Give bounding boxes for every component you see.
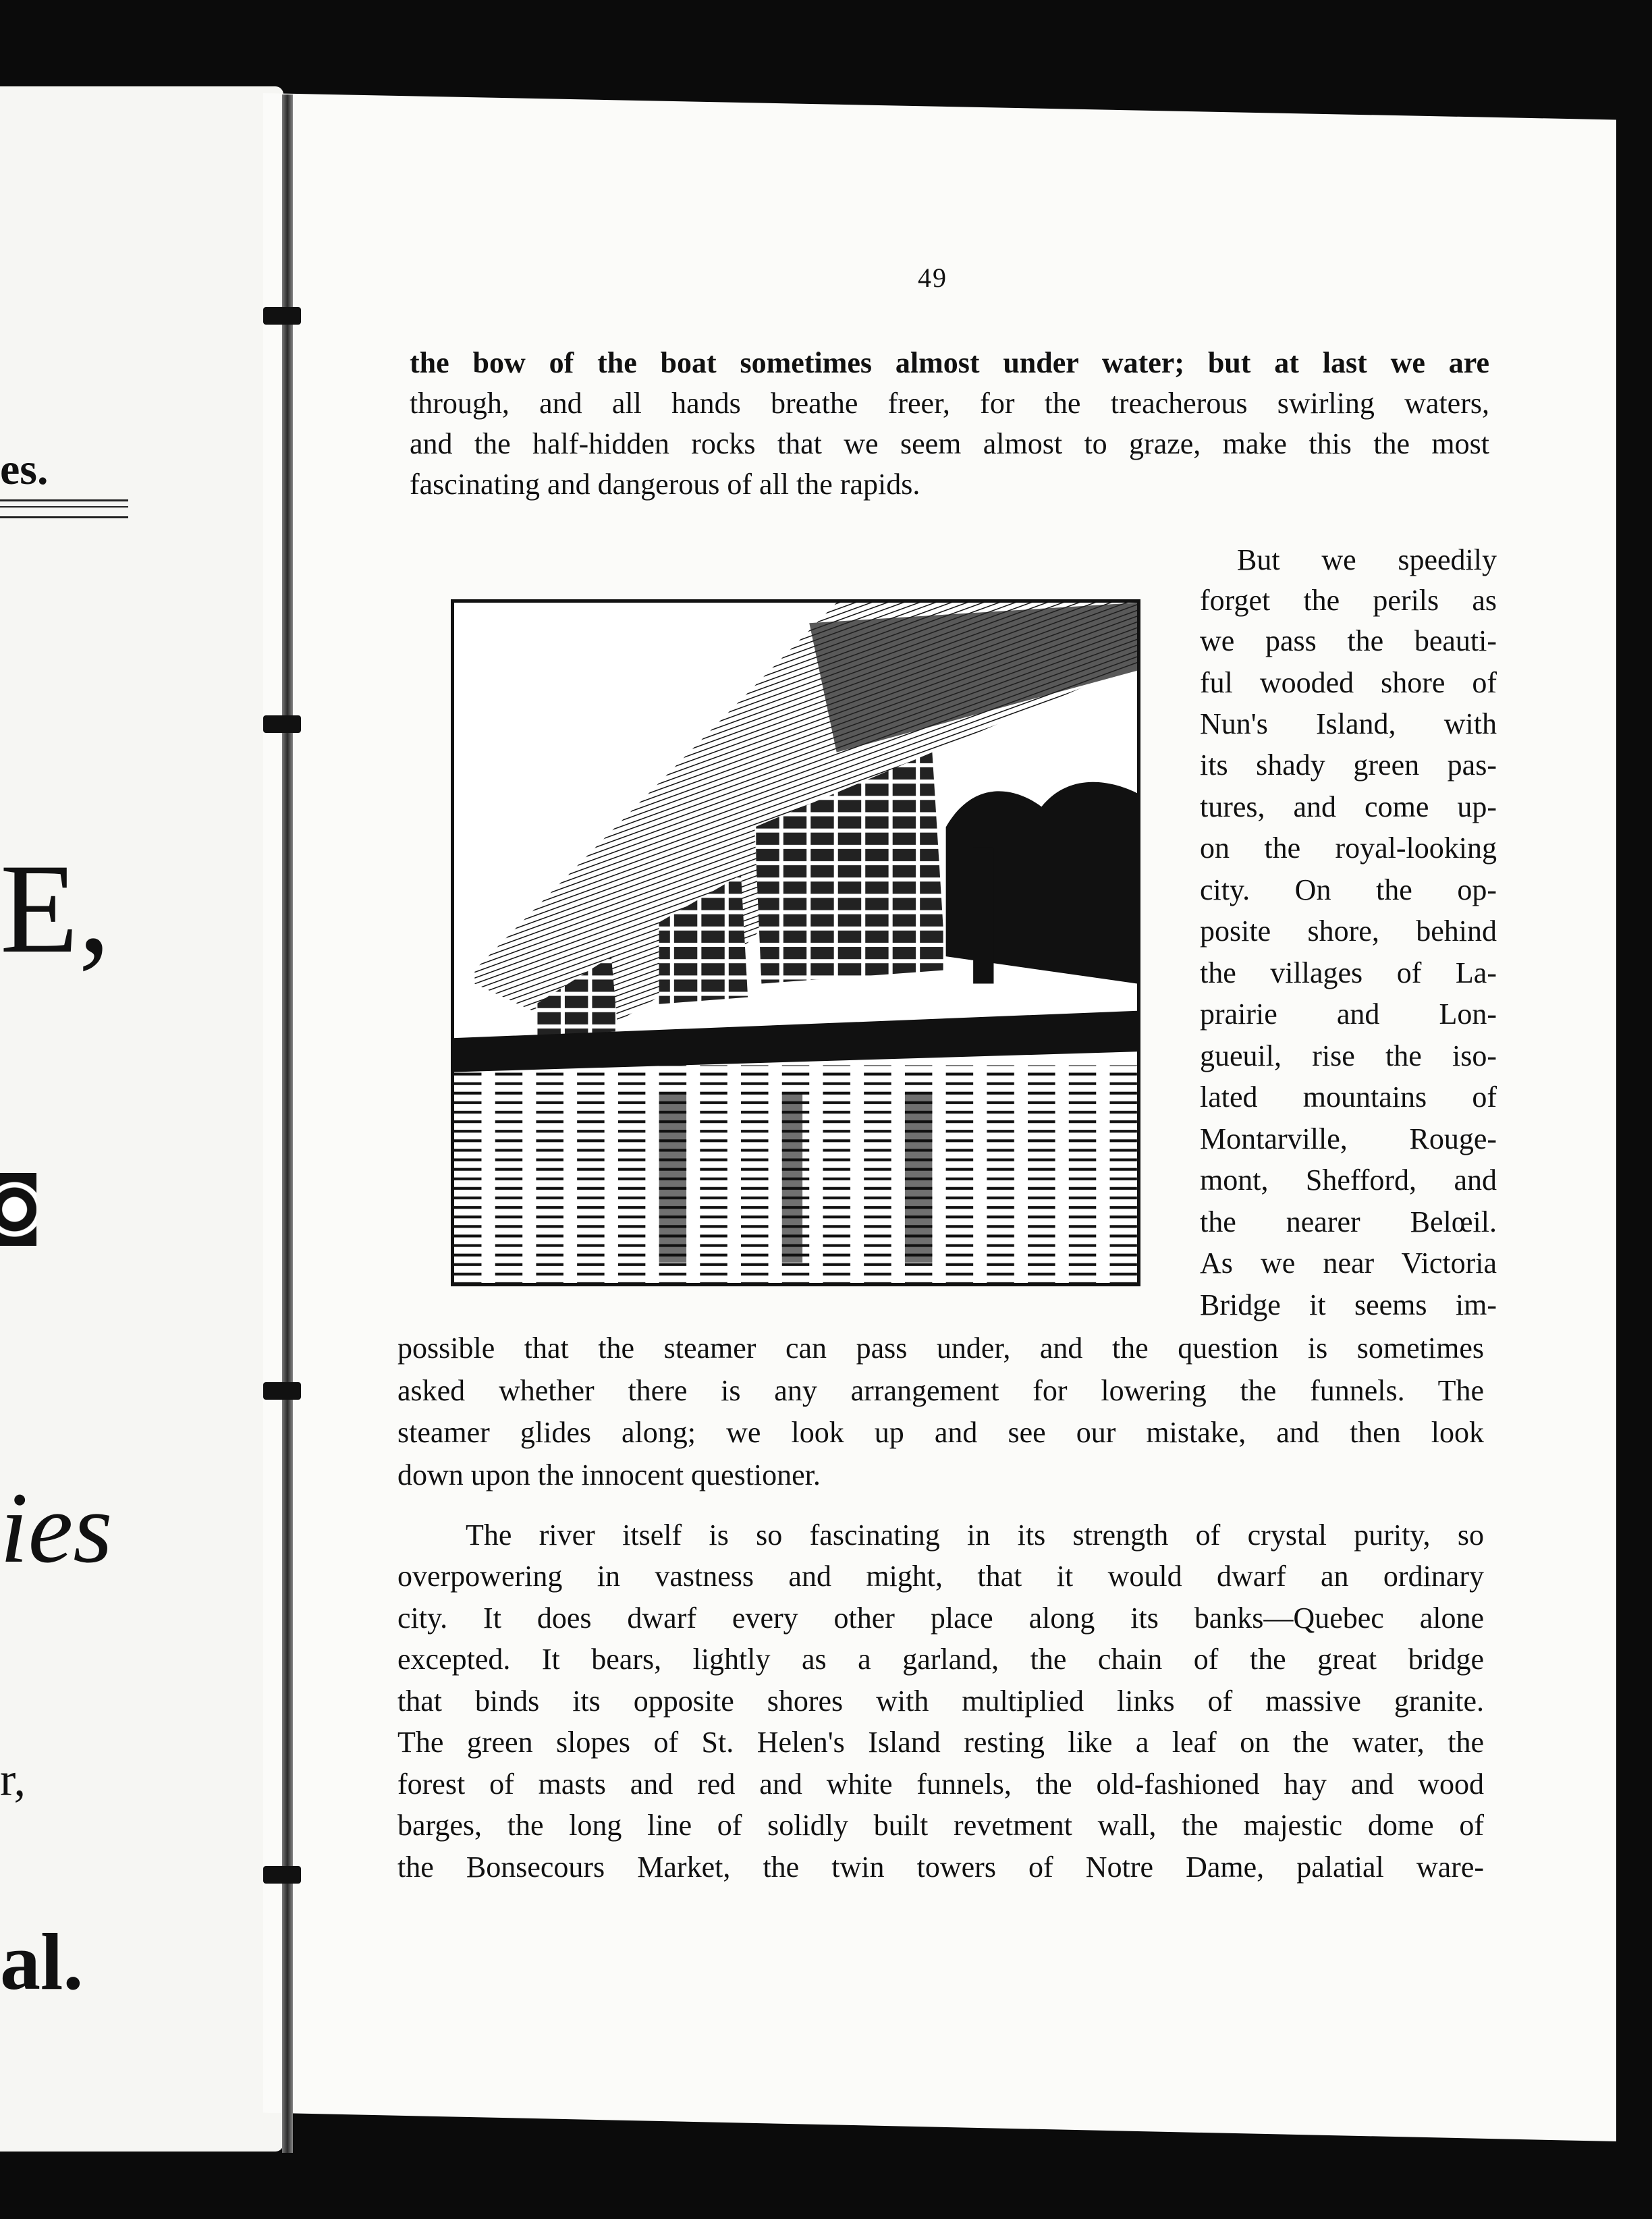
text-line: excepted. It bears, lightly as a garland, the chain of the great bridge [397,1643,1484,1676]
text-line: mont, Shefford, and [1200,1163,1497,1197]
text-line: barges, the long line of solidly built revetment wall, the majestic dome of [397,1809,1484,1842]
text-line: prairie and Lon- [1200,997,1497,1031]
text-line: and the half-hidden rocks that we seem almost to graze, make this the most [410,427,1489,460]
text-line: Nun's Island, with [1200,707,1497,740]
page-number: 49 [918,263,947,293]
text-line: lated mountains of [1200,1080,1497,1114]
left-page [0,86,283,2152]
left-page-fragment: es. [0,445,49,494]
text-line: city. It does dwarf every other place along its banks—Quebec alone [397,1601,1484,1635]
text-line: The river itself is so fascinating in its strength of crystal purity, so [466,1518,1484,1552]
text-line: posite shore, behind [1200,914,1497,948]
text-line: on the royal-looking [1200,831,1497,865]
text-line: overpowering in vastness and might, that it would dwarf an ordinary [397,1560,1484,1593]
text-line: The green slopes of St. Helen's Island resting like a leaf on the water, the [397,1726,1484,1759]
binding-clip [263,715,301,733]
text-line: asked whether there is any arrangement for lowering the funnels. The [397,1374,1484,1407]
binding-clip [263,307,301,325]
left-page-fragment: E, [0,838,111,980]
text-line: possible that the steamer can pass under, and the question is sometimes [397,1332,1484,1365]
text-line: But we speedily [1237,543,1497,576]
text-line: steamer glides along; we look up and see our mistake, and then look [397,1416,1484,1449]
text-line: through, and all hands breathe freer, for the treacherous swirling waters, [410,387,1489,420]
text-line: the Bonsecours Market, the twin towers of Notre Dame, palatial ware- [397,1851,1484,1884]
text-line: forget the perils as [1200,584,1497,617]
left-page-fragment: al. [0,1917,84,2006]
text-line: Montarville, Rouge- [1200,1122,1497,1155]
victoria-bridge-illustration [451,599,1140,1286]
book-spine [282,94,293,2153]
left-page-fragment: r, [0,1754,26,1806]
text-line: ful wooded shore of [1200,666,1497,699]
text-line: that binds its opposite shores with multiplied links of massive granite. [397,1684,1484,1718]
text-line: gueuil, rise the iso- [1200,1039,1497,1072]
text-line: As we near Victoria [1200,1247,1497,1280]
text-line: the bow of the boat sometimes almost under water; but at last we are [410,346,1489,379]
binding-clip [263,1866,301,1884]
binding-clip [263,1382,301,1400]
text-line: city. On the op- [1200,873,1497,906]
text-line: the villages of La- [1200,956,1497,989]
text-line: down upon the innocent questioner. [397,1458,821,1491]
text-line: fascinating and dangerous of all the rapids. [410,468,920,501]
text-line: tures, and come up- [1200,790,1497,823]
text-line: the nearer Belœil. [1200,1205,1497,1238]
text-line: forest of masts and red and white funnels, the old-fashioned hay and wood [397,1768,1484,1801]
text-line: its shady green pas- [1200,748,1497,782]
decorative-rule [0,506,128,508]
text-line: we pass the beauti- [1200,624,1497,657]
ornament-icon [0,1173,36,1246]
left-page-fragment: ies [0,1472,113,1584]
decorative-rule [0,499,128,518]
text-line: Bridge it seems im- [1200,1288,1497,1321]
